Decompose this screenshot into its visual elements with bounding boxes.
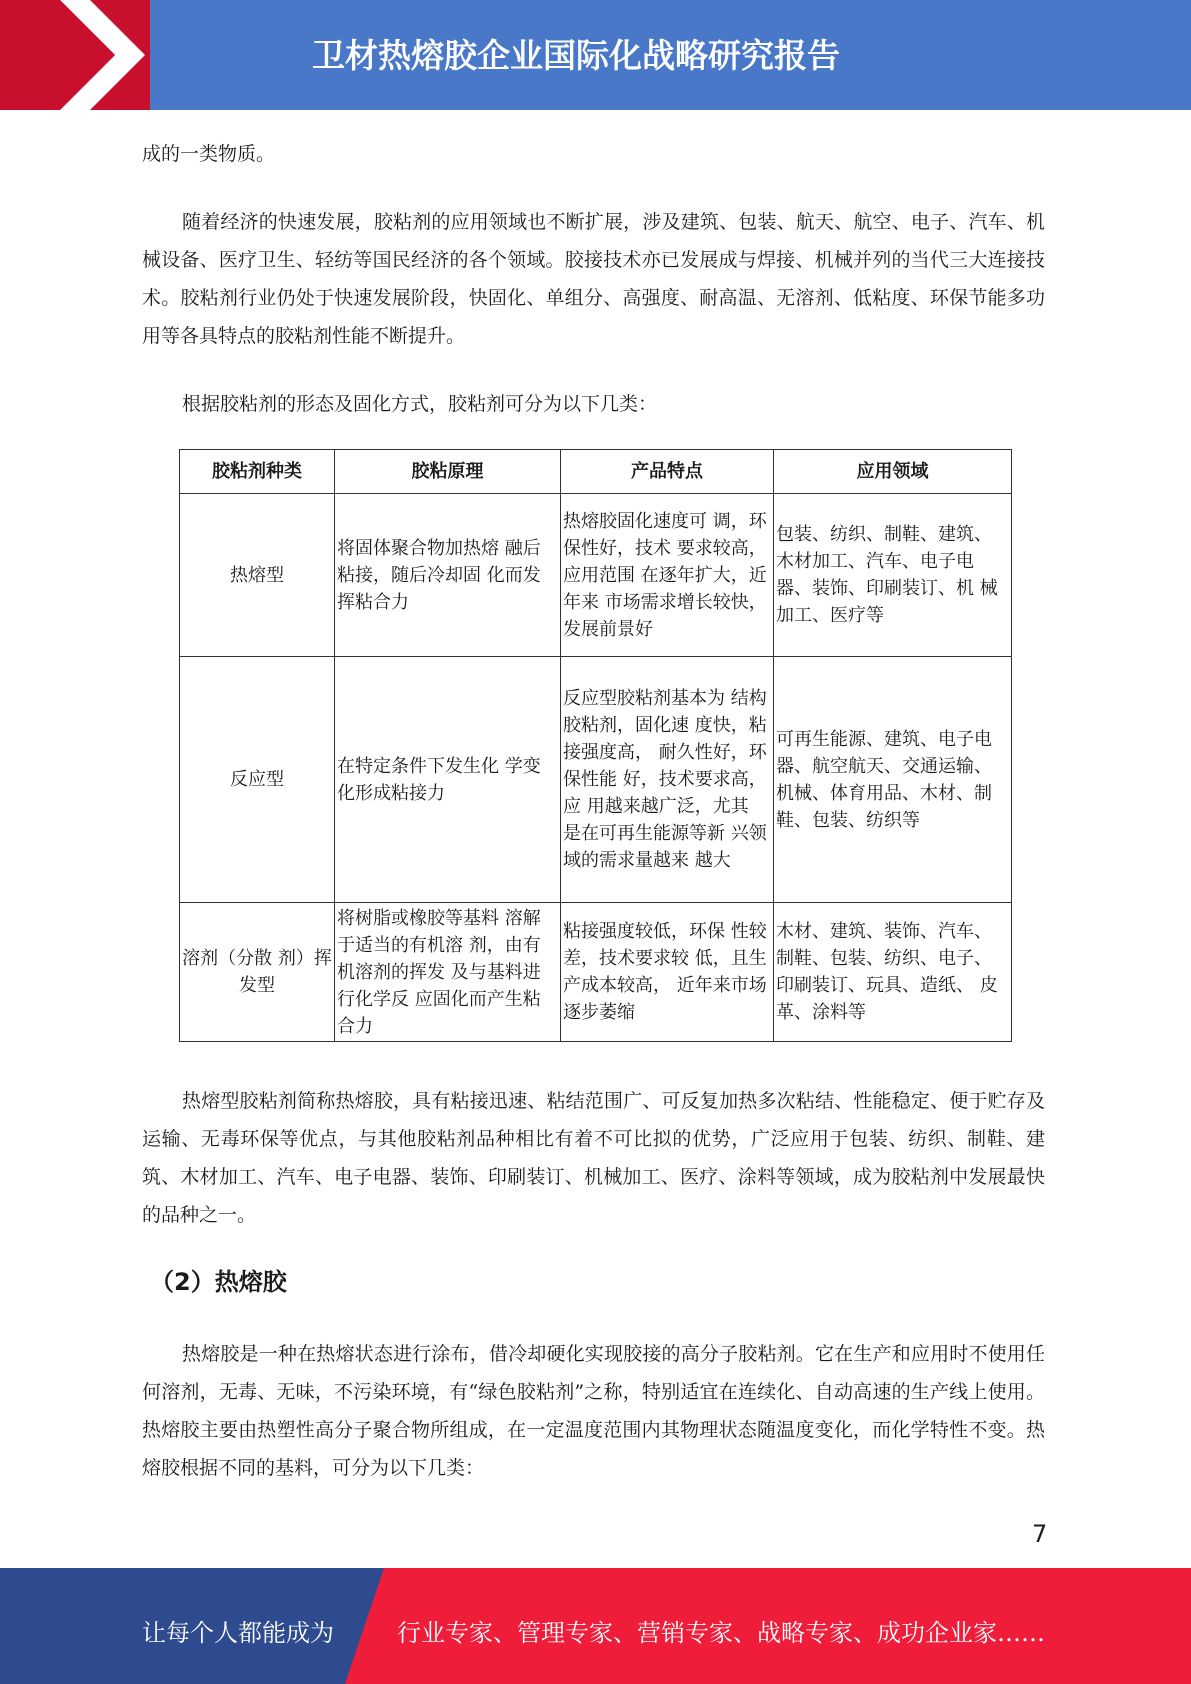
- table-cell-principle: 将树脂或橡胶等基料 溶解于适当的有机溶 剂，由有机溶剂的挥发 及与基料进行化学反 应固化而产生粘合力: [335, 903, 561, 1042]
- section-heading: （2）热熔胶: [150, 1268, 287, 1296]
- table-row: [180, 494, 1012, 657]
- table-cell-applications: 可再生能源、建筑、电子电器、航空航天、交通运输、机械、体育用品、木材、制鞋、包装、纺织等: [774, 657, 1012, 903]
- table-header-applications: 应用领域: [774, 450, 1012, 494]
- table-cell-features: 粘接强度较低，环保 性较差，技术要求较 低，且生产成本较高， 近年来市场逐步萎缩: [561, 903, 774, 1042]
- table-cell-features: 热熔胶固化速度可 调，环保性好，技术 要求较高，应用范围 在逐年扩大，近年来 市场需求增长较快， 发展前景好: [561, 494, 774, 657]
- table-cell-principle: 将固体聚合物加热熔 融后粘接，随后冷却固 化而发挥粘合力: [335, 494, 561, 657]
- header-chevron-icon: [0, 0, 170, 110]
- table-cell-type: 溶剂（分散 剂）挥发型: [180, 903, 335, 1042]
- footer-slogan-left: 让每个人都能成为: [142, 1619, 334, 1647]
- paragraph-hot-melt-definition: 热熔胶是一种在热熔状态进行涂布，借冷却硬化实现胶接的高分子胶粘剂。它在生产和应用时不使用任何溶剂，无毒、无味，不污染环境，有“绿色胶粘剂”之称，特别适宜在连续化、自动高速的生产线上使用。热熔胶主要由热塑性高分子聚合物所组成，在一定温度范围内其物理状态随温度变化，而化学特性不变。热熔胶根据不同的基料，可分为以下几类：: [142, 1343, 1045, 1479]
- paragraph-hot-melt-overview: 热熔型胶粘剂简称热熔胶，具有粘接迅速、粘结范围广、可反复加热多次粘结、性能稳定、便于贮存及运输、无毒环保等优点，与其他胶粘剂品种相比有着不可比拟的优势，广泛应用于包装、纺织、制鞋、建筑、木材加工、汽车、电子电器、装饰、印刷装订、机械加工、医疗、涂料等领域，成为胶粘剂中发展最快的品种之一。: [142, 1090, 1045, 1226]
- adhesive-types-table: [179, 449, 1012, 1042]
- table-cell-features: 反应型胶粘剂基本为 结构胶粘剂，固化速 度快，粘接强度高， 耐久性好，环保性能 好，技术要求高，应 用越来越广泛，尤其 是在可再生能源等新 兴领域的需求量越来 越大: [561, 657, 774, 903]
- footer-slogan-right: 行业专家、管理专家、营销专家、战略专家、成功企业家……: [397, 1619, 1045, 1647]
- page-number: 7: [1032, 1520, 1048, 1548]
- table-cell-principle: 在特定条件下发生化 学变化形成粘接力: [335, 657, 561, 903]
- table-cell-applications: 包装、纺织、制鞋、建筑、 木材加工、汽车、电子电 器、装饰、印刷装订、机 械加工、医疗等: [774, 494, 1012, 657]
- table-header-principle: 胶粘原理: [335, 450, 561, 494]
- table-row: [180, 657, 1012, 903]
- table-row: [180, 903, 1012, 1042]
- page-footer: [0, 1568, 1191, 1684]
- document-title: 卫材热熔胶企业国际化战略研究报告: [312, 36, 840, 75]
- table-cell-applications: 木材、建筑、装饰、汽车、 制鞋、包装、纺织、电子、 印刷装订、玩具、造纸、 皮革、涂料等: [774, 903, 1012, 1042]
- page-header: [0, 0, 1191, 110]
- paragraph-adhesive-applications: 随着经济的快速发展，胶粘剂的应用领域也不断扩展，涉及建筑、包装、航天、航空、电子、汽车、机械设备、医疗卫生、轻纺等国民经济的各个领域。胶接技术亦已发展成与焊接、机械并列的当代三大连接技术。胶粘剂行业仍处于快速发展阶段，快固化、单组分、高强度、耐高温、无溶剂、低粘度、环保节能多功用等各具特点的胶粘剂性能不断提升。: [142, 211, 1045, 347]
- paragraph-classification-intro: 根据胶粘剂的形态及固化方式，胶粘剂可分为以下几类：: [182, 393, 658, 415]
- table-header-row: [180, 450, 1012, 494]
- table-cell-type: 热熔型: [180, 494, 335, 657]
- paragraph-continuation: 成的一类物质。: [142, 143, 276, 165]
- table-cell-type: 反应型: [180, 657, 335, 903]
- table-header-type: 胶粘剂种类: [180, 450, 335, 494]
- table-header-features: 产品特点: [561, 450, 774, 494]
